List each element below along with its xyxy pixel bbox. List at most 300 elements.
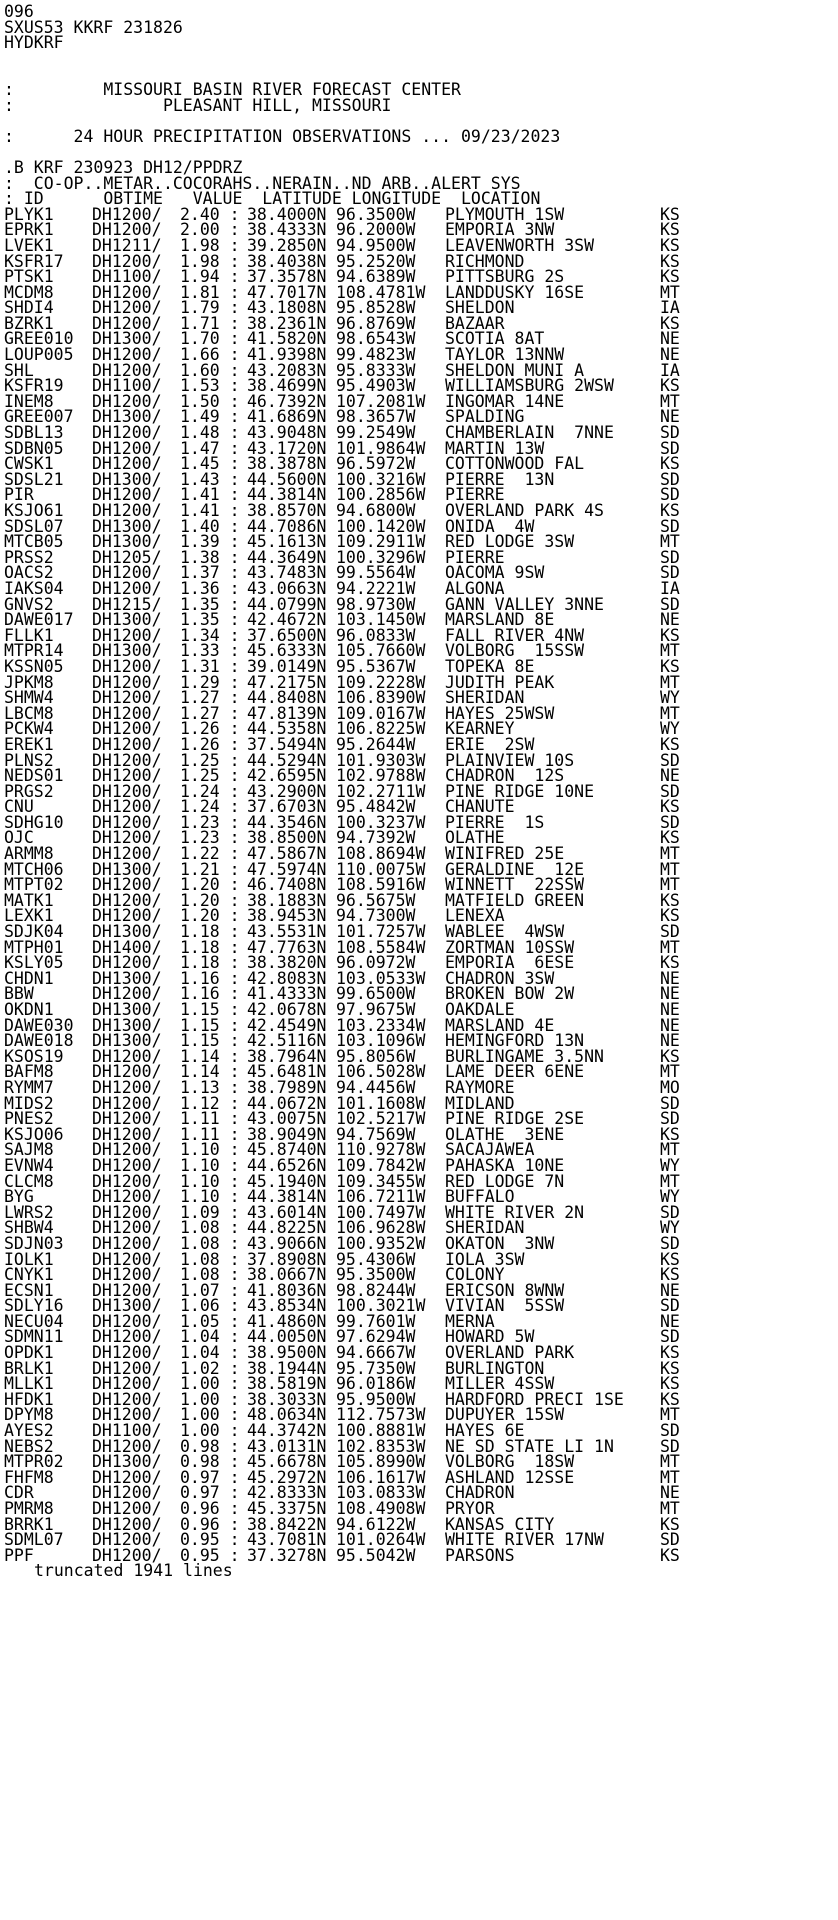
location: MARSLAND 4E [445,1015,555,1035]
obs-time: DH1200/ [92,391,162,411]
latitude: 45.8740N [247,1140,327,1160]
latitude: 41.4333N [247,984,327,1004]
latitude: 37.3278N [247,1545,327,1565]
longitude: 106.5028W [336,1062,426,1082]
longitude: 100.9352W [336,1233,426,1253]
precip-value: 1.11 : [180,1124,240,1144]
station-id: ARMM8 [4,844,54,864]
station-id: SDMN11 [4,1327,64,1347]
station-id: OACS2 [4,563,54,583]
location: PRYOR [445,1499,495,1518]
longitude: 109.2228W [336,672,426,692]
latitude: 44.6526N [247,1155,327,1175]
longitude: 102.2711W [336,781,426,801]
location: WINNETT 22SSW [445,875,585,895]
location: MERNA [445,1311,495,1331]
precip-value: 1.40 : [180,516,240,536]
longitude: 94.6122W [336,1514,416,1534]
obs-time: DH1200/ [92,688,162,708]
state: SD [660,1202,680,1222]
location: RED LODGE 7N [445,1171,565,1191]
state: NE [660,1015,680,1035]
latitude: 43.8534N [247,1296,327,1316]
location: MIDLAND [445,1093,515,1113]
location: OVERLAND PARK [445,1343,575,1363]
precip-value: 1.08 : [180,1265,240,1285]
location: VOLBORG 15SSW [445,641,585,661]
latitude: 44.5294N [247,750,327,770]
precip-value: 1.38 : [180,547,240,567]
longitude: 108.4908W [336,1499,426,1518]
longitude: 101.9864W [336,438,426,458]
station-id: GREE010 [4,329,74,349]
station-id: MTCH06 [4,859,64,879]
station-id: CDR [4,1483,34,1503]
latitude: 38.4038N [247,251,327,271]
station-id: PRSS2 [4,547,54,567]
obs-time: DH1200/ [92,1140,162,1160]
location: EMPORIA 3NW [445,220,555,240]
location: GANN VALLEY 3NNE [445,594,604,614]
obs-time: DH1200/ [92,750,162,770]
obs-time: DH1200/ [92,1327,162,1347]
precip-value: 1.45 : [180,454,240,474]
obs-time: DH1300/ [92,469,162,489]
station-id: DAWE018 [4,1031,74,1051]
state: WY [660,688,680,708]
station-id: KSJO61 [4,501,64,520]
state: MT [660,1140,680,1160]
location: LAME DEER 6ENE [445,1062,585,1082]
station-id: ECSN1 [4,1280,54,1300]
station-id: SDJN03 [4,1233,64,1253]
location: BURLINGTON [445,1358,545,1378]
station-id: HFDK1 [4,1389,54,1409]
longitude: 100.3296W [336,547,426,567]
precip-value: 1.15 : [180,1031,240,1051]
latitude: 47.8139N [247,703,327,723]
precip-value: 1.49 : [180,407,240,427]
precip-value: 1.27 : [180,703,240,723]
state: KS [660,1514,680,1534]
precip-value: 1.23 : [180,812,240,832]
station-id: MLLK1 [4,1374,54,1394]
latitude: 46.7408N [247,875,327,895]
state: KS [660,1545,680,1565]
station-id: MCDM8 [4,282,54,302]
obs-time: DH1200/ [92,313,162,333]
latitude: 43.6014N [247,1202,327,1222]
location: ONIDA 4W [445,516,535,536]
latitude: 43.7483N [247,563,327,583]
latitude: 42.5116N [247,1031,327,1051]
station-id: IOLK1 [4,1249,54,1269]
state: MT [660,1499,680,1518]
longitude: 94.4456W [336,1077,416,1097]
station-id: SDHG10 [4,812,64,832]
longitude: 97.9675W [336,1000,416,1019]
station-id: CNYK1 [4,1265,54,1285]
location: PIERRE [445,547,505,567]
state: KS [660,734,680,754]
location: PINE RIDGE 10NE [445,781,595,801]
longitude: 96.5972W [336,454,416,474]
longitude: 106.7211W [336,1187,426,1207]
latitude: 43.1808N [247,298,327,318]
latitude: 38.1944N [247,1358,327,1378]
location: HARDFORD PRECI 1SE [445,1389,624,1409]
location: WABLEE 4WSW [445,922,565,942]
precip-value: 0.95 : [180,1545,240,1565]
location: KEARNEY [445,719,515,739]
obs-time: DH1200/ [92,1499,162,1518]
station-id: NECU04 [4,1311,64,1331]
station-id: CLCM8 [4,1171,54,1191]
longitude: 95.4903W [336,376,416,396]
location: SHERIDAN [445,688,525,708]
obs-time: DH1300/ [92,1031,162,1051]
longitude: 102.5217W [336,1109,426,1129]
precip-value: 1.21 : [180,859,240,879]
obs-time: DH1200/ [92,984,162,1004]
station-id: LWRS2 [4,1202,54,1222]
latitude: 39.2850N [247,235,327,255]
location: BAZAAR [445,313,505,333]
obs-time: DH1200/ [92,1374,162,1394]
state: KS [660,953,680,973]
obs-time: DH1100/ [92,1421,162,1441]
state: KS [660,454,680,474]
precip-value: 0.95 : [180,1530,240,1550]
station-id: MIDS2 [4,1093,54,1113]
longitude: 99.5564W [336,563,416,583]
station-id: GREE007 [4,407,74,427]
longitude: 95.5367W [336,656,416,676]
station-id: NEDS01 [4,766,64,786]
state: SD [660,922,680,942]
location: DUPUYER 15SW [445,1405,565,1425]
longitude: 94.7392W [336,828,416,848]
longitude: 99.4823W [336,345,416,365]
longitude: 94.2221W [336,578,416,598]
state: SD [660,781,680,801]
precip-value: 1.04 : [180,1343,240,1363]
location: ALGONA [445,578,505,598]
precip-value: 1.04 : [180,1327,240,1347]
location: OVERLAND PARK 4S [445,501,604,520]
latitude: 38.9049N [247,1124,327,1144]
obs-time: DH1200/ [92,1046,162,1066]
station-id: BYG [4,1187,34,1207]
state: MT [660,532,680,552]
location: KANSAS CITY [445,1514,555,1534]
station-id: OPDK1 [4,1343,54,1363]
location: PAHASKA 10NE [445,1155,565,1175]
latitude: 38.0667N [247,1265,327,1285]
latitude: 44.5600N [247,469,327,489]
location: SHERIDAN [445,1218,525,1238]
obs-time: DH1100/ [92,376,162,396]
longitude: 98.8244W [336,1280,416,1300]
obs-time: DH1205/ [92,547,162,567]
latitude: 38.9453N [247,906,327,926]
product-title: : 24 HOUR PRECIPITATION OBSERVATIONS ... 09/23/2023 [4,126,561,146]
latitude: 44.0672N [247,1093,327,1113]
latitude: 43.0663N [247,578,327,598]
station-id: EVNW4 [4,1155,54,1175]
station-id: JPKM8 [4,672,54,692]
location: MARSLAND 8E [445,610,555,630]
latitude: 47.5974N [247,859,327,879]
station-id: BZRK1 [4,313,54,333]
station-id: PIR [4,485,34,505]
state: SD [660,1421,680,1441]
obs-time: DH1200/ [92,719,162,739]
latitude: 43.0131N [247,1436,327,1456]
obs-time: DH1200/ [92,1389,162,1409]
state: NE [660,968,680,988]
precip-value: 1.94 : [180,267,240,287]
station-id: GNVS2 [4,594,54,614]
wmo-header: SXUS53 KKRF 231826 [4,17,183,37]
station-id: RYMM7 [4,1077,54,1097]
state: KS [660,1265,680,1285]
latitude: 38.1883N [247,890,327,910]
precip-value: 1.07 : [180,1280,240,1300]
station-id: IAKS04 [4,578,64,598]
state: IA [660,360,680,380]
state: IA [660,298,680,318]
longitude: 106.9628W [336,1218,426,1238]
obs-time: DH1300/ [92,968,162,988]
station-id: LOUP005 [4,345,74,365]
latitude: 38.8500N [247,828,327,848]
precip-value: 1.10 : [180,1140,240,1160]
networks-line: : CO-OP..METAR..COCORAHS..NERAIN..ND ARB..ALERT SYS [4,173,521,193]
location: WILLIAMSBURG 2WSW [445,376,614,396]
longitude: 98.9730W [336,594,416,614]
location: BURLINGAME 3.5NN [445,1046,604,1066]
obs-time: DH1200/ [92,501,162,520]
state: KS [660,1124,680,1144]
state: KS [660,251,680,271]
latitude: 37.3578N [247,267,327,287]
location: PIERRE 1S [445,812,545,832]
latitude: 44.8225N [247,1218,327,1238]
longitude: 101.7257W [336,922,426,942]
precip-value: 1.23 : [180,828,240,848]
location: MILLER 4SSW [445,1374,555,1394]
obs-time: DH1200/ [92,1124,162,1144]
longitude: 100.3021W [336,1296,426,1316]
state: SD [660,1109,680,1129]
station-id: LEXK1 [4,906,54,926]
precip-value: 1.41 : [180,501,240,520]
latitude: 38.7964N [247,1046,327,1066]
station-id: PCKW4 [4,719,54,739]
longitude: 112.7573W [336,1405,426,1425]
state: SD [660,423,680,443]
latitude: 45.3375N [247,1499,327,1518]
longitude: 101.1608W [336,1093,426,1113]
obs-time: DH1200/ [92,1545,162,1565]
latitude: 38.9500N [247,1343,327,1363]
state: KS [660,267,680,287]
station-id: SDBN05 [4,438,64,458]
longitude: 109.0167W [336,703,426,723]
longitude: 96.0972W [336,953,416,973]
latitude: 43.5531N [247,922,327,942]
location: WINIFRED 25E [445,844,565,864]
longitude: 100.2856W [336,485,426,505]
station-id: LBCM8 [4,703,54,723]
state: NE [660,1311,680,1331]
precip-value: 1.20 : [180,906,240,926]
precip-value: 1.71 : [180,313,240,333]
precip-value: 1.05 : [180,1311,240,1331]
station-id: CWSK1 [4,454,54,474]
obs-time: DH1300/ [92,1452,162,1472]
obs-time: DH1300/ [92,1296,162,1316]
obs-time: DH1200/ [92,812,162,832]
precip-value: 1.00 : [180,1389,240,1409]
location: HOWARD 5W [445,1327,535,1347]
obs-time: DH1200/ [92,890,162,910]
state: MT [660,875,680,895]
location: PIERRE [445,485,505,505]
longitude: 95.8333W [336,360,416,380]
obs-time: DH1300/ [92,532,162,552]
table-row [4,1545,838,1565]
precip-value: 1.60 : [180,360,240,380]
precip-value: 1.20 : [180,875,240,895]
precip-value: 1.35 : [180,594,240,614]
station-id: KSJO06 [4,1124,64,1144]
state: KS [660,890,680,910]
station-id: SDSL21 [4,469,64,489]
longitude: 96.8769W [336,313,416,333]
state: KS [660,797,680,817]
product-number: 096 [4,2,34,21]
latitude: 45.1613N [247,532,327,552]
precip-value: 1.10 : [180,1187,240,1207]
location: TAYLOR 13NNW [445,345,565,365]
state: WY [660,1155,680,1175]
station-id: PNES2 [4,1109,54,1129]
state: MT [660,282,680,302]
obs-time: DH1200/ [92,1358,162,1378]
location: CHADRON 3SW [445,968,555,988]
station-id: PPF [4,1545,34,1565]
station-id: LVEK1 [4,235,54,255]
state: KS [660,1358,680,1378]
longitude: 95.7350W [336,1358,416,1378]
longitude: 94.6389W [336,267,416,287]
station-id: SHMW4 [4,688,54,708]
latitude: 37.6500N [247,625,327,645]
state: NE [660,329,680,349]
location: OAKDALE [445,1000,515,1019]
longitude: 109.3455W [336,1171,426,1191]
shef-header: .B KRF 230923 DH12/PPDRZ [4,157,243,177]
station-id: EPRK1 [4,220,54,240]
latitude: 39.0149N [247,656,327,676]
longitude: 103.1450W [336,610,426,630]
precip-value: 1.00 : [180,1405,240,1425]
state: NE [660,1031,680,1051]
obs-time: DH1200/ [92,656,162,676]
obs-time: DH1200/ [92,828,162,848]
location: CHAMBERLAIN 7NNE [445,423,614,443]
location: GERALDINE 12E [445,859,585,879]
precip-value: 1.39 : [180,532,240,552]
location: WHITE RIVER 17NW [445,1530,604,1550]
location: HEMINGFORD 13N [445,1031,585,1051]
precip-value: 0.96 : [180,1499,240,1518]
state: SD [660,516,680,536]
obs-time: DH1200/ [92,1343,162,1363]
longitude: 95.4842W [336,797,416,817]
obs-time: DH1215/ [92,594,162,614]
obs-time: DH1200/ [92,672,162,692]
latitude: 41.6869N [247,407,327,427]
station-id: KSLY05 [4,953,64,973]
station-id: MTPT02 [4,875,64,895]
location: RED LODGE 3SW [445,532,575,552]
longitude: 105.8990W [336,1452,426,1472]
longitude: 103.1096W [336,1031,426,1051]
precip-value: 1.26 : [180,734,240,754]
obs-time: DH1200/ [92,906,162,926]
latitude: 41.4860N [247,1311,327,1331]
state: MT [660,672,680,692]
location: CHANUTE [445,797,515,817]
state: KS [660,501,680,520]
longitude: 100.3216W [336,469,426,489]
location: TOPEKA 8E [445,656,535,676]
precip-value: 1.00 : [180,1374,240,1394]
longitude: 98.6543W [336,329,416,349]
obs-time: DH1200/ [92,1187,162,1207]
location: OLATHE [445,828,505,848]
location: HAYES 25WSW [445,703,555,723]
obs-time: DH1200/ [92,734,162,754]
obs-time: DH1300/ [92,922,162,942]
longitude: 106.1617W [336,1467,426,1487]
obs-time: DH1200/ [92,781,162,801]
state: KS [660,1046,680,1066]
obs-time: DH1200/ [92,1483,162,1503]
precip-value: 1.09 : [180,1202,240,1222]
state: WY [660,719,680,739]
truncation-notice: truncated 1941 lines [34,1563,233,1578]
longitude: 99.2549W [336,423,416,443]
longitude: 95.8528W [336,298,416,318]
state: KS [660,1389,680,1409]
state: KS [660,1343,680,1363]
latitude: 42.8333N [247,1483,327,1503]
longitude: 95.4306W [336,1249,416,1269]
longitude: 98.3657W [336,407,416,427]
state: SD [660,485,680,505]
longitude: 100.7497W [336,1202,426,1222]
latitude: 43.1720N [247,438,327,458]
station-id: SHL [4,360,34,380]
station-id: BAFM8 [4,1062,54,1082]
location: ERIE 2SW [445,734,535,754]
state: KS [660,906,680,926]
state: SD [660,438,680,458]
